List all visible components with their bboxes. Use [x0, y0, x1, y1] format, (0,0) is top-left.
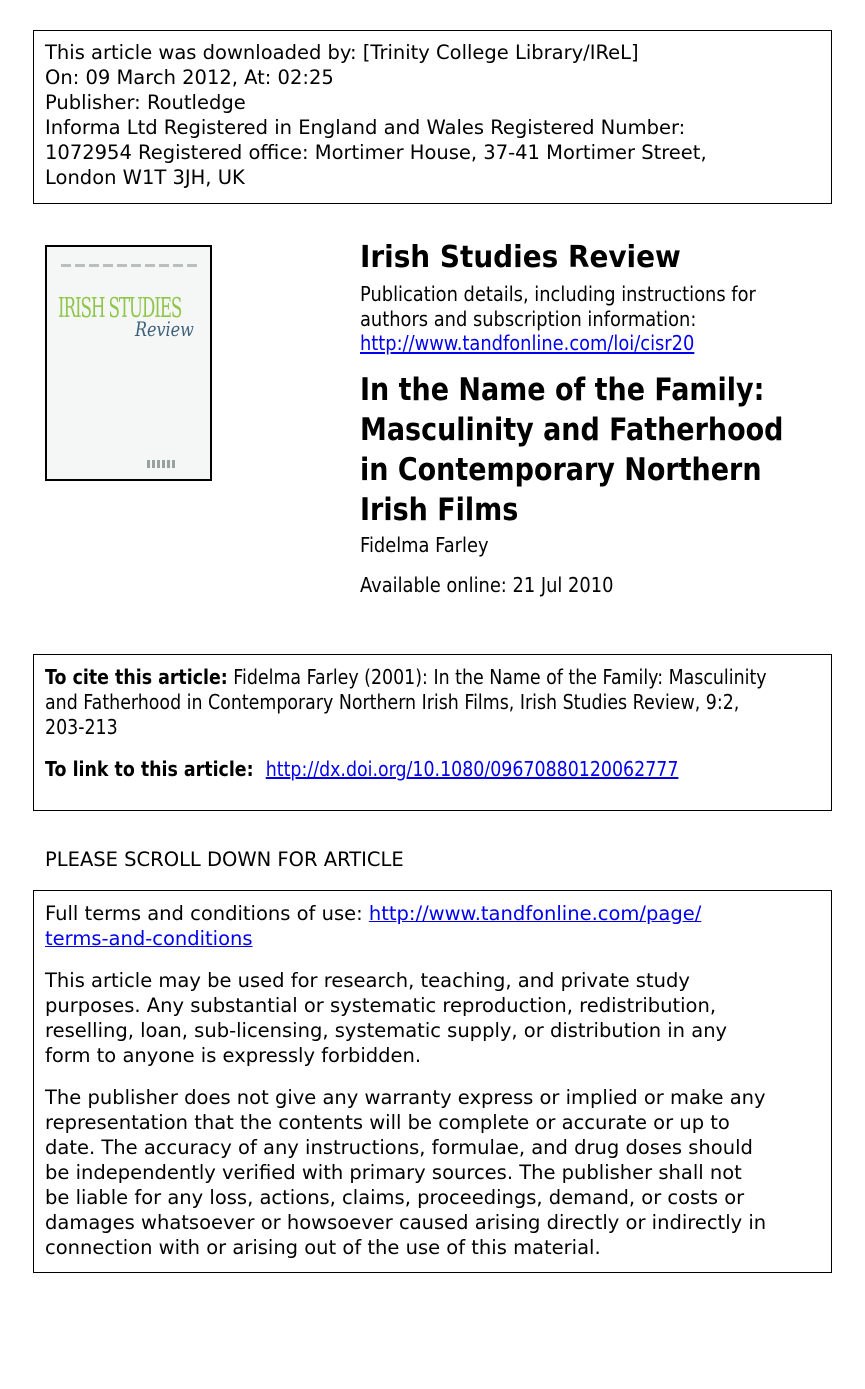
link-label: To link to this article:: [45, 757, 254, 781]
citation-text: [45, 665, 767, 740]
terms-para2-line: be independently verified with primary sources. The publisher shall not: [45, 1161, 742, 1184]
citation-line: [45, 665, 767, 690]
download-line: Publisher: Routledge: [45, 91, 246, 114]
download-line: London W1T 3JH, UK: [45, 166, 245, 189]
publication-details-line: Publication details, including instructions for: [360, 282, 756, 306]
terms-box: [33, 890, 832, 1273]
journal-url-link[interactable]: http://www.tandfonline.com/loi/cisr20: [360, 331, 695, 355]
doi-link[interactable]: http://dx.doi.org/10.1080/09670880120062777: [265, 757, 679, 781]
terms-intro-line: [45, 901, 820, 926]
terms-para2-line: date. The accuracy of any instructions, formulae, and drug doses should: [45, 1136, 753, 1159]
article-link-row: [45, 757, 678, 781]
terms-intro: Full terms and conditions of use:: [45, 902, 363, 925]
publication-details: [360, 282, 756, 332]
terms-para1-line: reselling, loan, sub-licensing, systematic supply, or distribution in any: [45, 1019, 728, 1042]
article-title-line: Irish Films: [360, 492, 519, 528]
terms-url-link[interactable]: http://www.tandfonline.com/page/: [368, 902, 702, 925]
cite-label: To cite this article:: [45, 665, 228, 689]
terms-para2-line: connection with or arising out of the use of this material.: [45, 1236, 601, 1259]
journal-cover-image: [45, 245, 212, 481]
article-title: [360, 370, 783, 530]
terms-url-line: [45, 926, 820, 951]
article-title-line: In the Name of the Family:: [360, 372, 765, 408]
article-title-line: Masculinity and Fatherhood: [360, 412, 784, 448]
publication-details-line: authors and subscription information:: [360, 307, 697, 331]
citation-line: and Fatherhood in Contemporary Northern Irish Films, Irish Studies Review, 9:2,: [45, 690, 740, 714]
journal-title: Irish Studies Review: [360, 240, 681, 275]
article-author: Fidelma Farley: [360, 533, 489, 557]
cover-title: IRISH STUDIES: [58, 293, 182, 324]
citation-line-text: Fidelma Farley (2001): In the Name of the Family: Masculinity: [233, 665, 767, 689]
terms-para1-line: purposes. Any substantial or systematic reproduction, redistribution,: [45, 994, 717, 1017]
terms-para2-line: The publisher does not give any warranty express or implied or make any: [45, 1086, 766, 1109]
terms-para2-line: representation that the contents will be complete or accurate or up to: [45, 1111, 730, 1134]
citation-line: 203-213: [45, 715, 118, 739]
scroll-notice: PLEASE SCROLL DOWN FOR ARTICLE: [45, 848, 404, 871]
citation-box: [33, 654, 832, 811]
download-notice-box: [33, 30, 832, 204]
download-line: 1072954 Registered office: Mortimer House, 37-41 Mortimer Street,: [45, 141, 707, 164]
terms-para1-line: This article may be used for research, teaching, and private study: [45, 969, 690, 992]
terms-para2-line: damages whatsoever or howsoever caused arising directly or indirectly in: [45, 1211, 767, 1234]
publisher-logo-icon: [147, 460, 177, 468]
cover-header-strip: [61, 264, 197, 267]
download-line: This article was downloaded by: [Trinity College Library/IReL]: [45, 41, 639, 64]
terms-para2-line: be liable for any loss, actions, claims, proceedings, demand, or costs or: [45, 1186, 745, 1209]
terms-para1-line: form to anyone is expressly forbidden.: [45, 1044, 422, 1067]
download-line: Informa Ltd Registered in England and Wales Registered Number:: [45, 116, 686, 139]
terms-url-link-cont[interactable]: terms-and-conditions: [45, 927, 253, 950]
available-online-date: Available online: 21 Jul 2010: [360, 573, 614, 597]
download-line: On: 09 March 2012, At: 02:25: [45, 66, 334, 89]
article-title-line: in Contemporary Northern: [360, 452, 762, 488]
cover-subtitle: Review: [135, 317, 194, 341]
